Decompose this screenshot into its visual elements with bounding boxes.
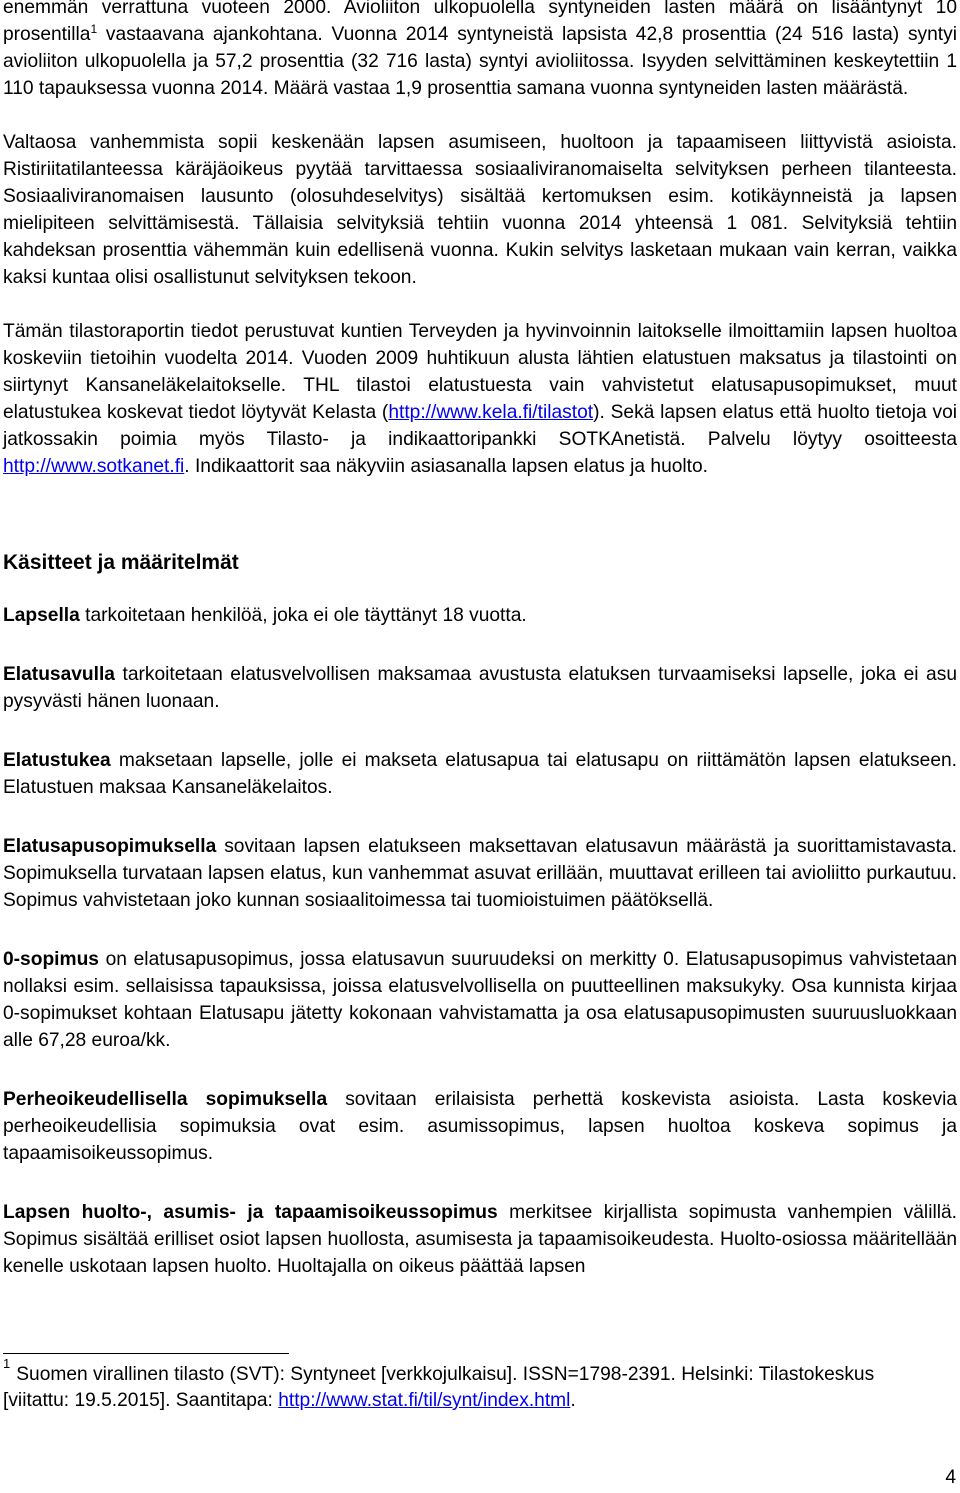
footnote-link[interactable]: http://www.stat.fi/til/synt/index.html — [278, 1390, 571, 1411]
definition-text: maksetaan lapselle, jolle ei makseta elatusapua tai elatusapu on riittämätön lapsen elatukseen. Elatustuen maksaa Kansaneläkelaitos. — [3, 750, 957, 798]
definition-text: on elatusapusopimus, jossa elatusavun suuruudeksi on merkitty 0. Elatusapusopimus vahvistetaan nollaksi esim. sellaisissa tapauksissa, joissa elatusvelvollisella on puutteellinen maksukyky. Osa kunnista kirjaa 0-sopimukset kohtaan Elatusapu jätetty kokonaan vahvistamatta ja osa elatusapusopimusten suuruusluokkaan alle 67,28 euroa/kk. — [3, 949, 957, 1051]
paragraph-text: ). Sekä lapsen elatus että huolto tietoja voi jatkossakin poimia myös Tilasto- ja indikaattoripankki SOTKAnetistä. Palvelu löytyy osoitteesta — [3, 402, 958, 450]
section-heading-definitions: Käsitteet ja määritelmät — [3, 551, 239, 574]
definition-term: Lapsella — [3, 605, 80, 626]
paragraph-text: Tämän tilastoraportin tiedot perustuvat kuntien Terveyden ja hyvinvoinnin laitokselle ilmoittamiin lapsen huoltoa koskeviin tietoihin vuodelta 2014. Vuoden 2009 huhtikuun alusta lähtien elatustuen maksatus ja tilastointi on siirtynyt Kansaneläkelaitokselle. THL tilastoi elatustuesta vain vahvistetut elatusapusopimukset, muut elatustukea koskevat tiedot löytyvät Kelasta ( — [3, 321, 957, 423]
paragraph-custody-reports — [3, 129, 957, 291]
definition-item — [3, 747, 957, 801]
footnote — [3, 1356, 943, 1414]
definition-term: Lapsen huolto-, asumis- ja tapaamisoikeussopimus — [3, 1202, 498, 1223]
definition-term: 0-sopimus — [3, 949, 99, 970]
definition-item — [3, 1086, 957, 1167]
footnote-reference: 1 — [90, 22, 98, 36]
document-page — [3, 0, 957, 1280]
footnote-text: Suomen virallinen tilasto (SVT): Syntyneet [verkkojulkaisu]. ISSN=1798-2391. Helsinki: Tilastokeskus [viitattu: 19.5.2015]. Saantitapa: — [3, 1364, 875, 1411]
definition-term: Elatustukea — [3, 750, 111, 771]
definition-text: merkitsee kirjallista sopimusta vanhempien välillä. Sopimus sisältää erilliset osiot lapsen huollosta, asumisesta ja tapaamisoikeudesta. Huolto-osiossa määritellään kenelle uskotaan lapsen huolto. Huoltajalla on oikeus päättää lapsen — [3, 1202, 957, 1277]
definitions-list — [3, 602, 957, 1280]
definition-item — [3, 602, 957, 629]
definition-text: tarkoitetaan henkilöä, joka ei ole täyttänyt 18 vuotta. — [79, 605, 527, 626]
paragraph-text: Valtaosa vanhemmista sopii keskenään lapsen asumiseen, huoltoon ja tapaamiseen liittyvistä asioista. Ristiriitatilanteessa käräjäoikeus pyytää tarvittaessa sosiaaliviranomaiselta selvityksen perheen tilanteesta. Sosiaaliviranomaisen lausunto (olosuhdeselvitys) sisältää kertomuksen esim. kotikäynneistä ja lapsen mielipiteen selvittämisestä. Tällaisia selvityksiä tehtiin vuonna 2014 yhteensä 1 081. Selvityksiä tehtiin kahdeksan prosenttia vähemmän kuin edellisenä vuonna. Kukin selvitys lasketaan mukaan vain kerran, vaikka kaksi kuntaa olisi osallistunut selvityksen tekoon. — [3, 132, 957, 288]
paragraph-data-sources — [3, 318, 957, 480]
footnote-divider — [3, 1353, 289, 1354]
page-number: 4 — [945, 1467, 956, 1488]
definition-item — [3, 833, 957, 914]
paragraph-text: . Indikaattorit saa näkyviin asiasanalla lapsen elatus ja huolto. — [184, 456, 709, 477]
definition-term: Perheoikeudellisella sopimuksella — [3, 1089, 328, 1110]
inline-link[interactable]: http://www.sotkanet.fi — [3, 456, 185, 477]
definition-text: sovitaan erilaisista perhettä koskevista asioista. Lasta koskevia perheoikeudellisia sopimuksia ovat esim. asumissopimus, lapsen huoltoa koskeva sopimus ja tapaamisoikeussopimus. — [3, 1089, 957, 1164]
definition-term: Elatusapusopimuksella — [3, 836, 217, 857]
footnote-end: . — [570, 1390, 576, 1411]
footnote-mark: 1 — [3, 1356, 11, 1371]
definition-item — [3, 661, 957, 715]
definition-term: Elatusavulla — [3, 664, 115, 685]
definition-text: sovitaan lapsen elatukseen maksettavan elatusavun määrästä ja suorittamistavasta. Sopimuksella turvataan lapsen elatus, kun vanhemmat asuvat erillään, muuttavat erilleen tai avioliitto purkautuu. Sopimus vahvistetaan joko kunnan sosiaalitoimessa tai tuomioistuimen päätöksellä. — [3, 836, 957, 911]
paragraph-birth-statistics — [3, 0, 957, 102]
paragraph-text: vastaavana ajankohtana. Vuonna 2014 syntyneistä lapsista 42,8 prosenttia (24 516 lasta) syntyi avioliiton ulkopuolella ja 57,2 prosenttia (32 716 lasta) syntyi avioliitossa. Isyyden selvittäminen keskeytettiin 1 110 tapauksessa vuonna 2014. Määrä vastaa 1,9 prosenttia samana vuonna syntyneiden lasten määrästä. — [3, 24, 957, 99]
definition-text: tarkoitetaan elatusvelvollisen maksamaa avustusta elatuksen turvaamiseksi lapselle, joka ei asu pysyvästi hänen luonaan. — [3, 664, 957, 712]
definition-item — [3, 1199, 957, 1280]
inline-link[interactable]: http://www.kela.fi/tilastot — [388, 402, 594, 423]
paragraph-text: enemmän verrattuna vuoteen 2000. Avioliiton ulkopuolella syntyneiden lasten määrä on lisääntynyt 10 prosentilla — [3, 0, 957, 45]
definition-item — [3, 946, 957, 1054]
